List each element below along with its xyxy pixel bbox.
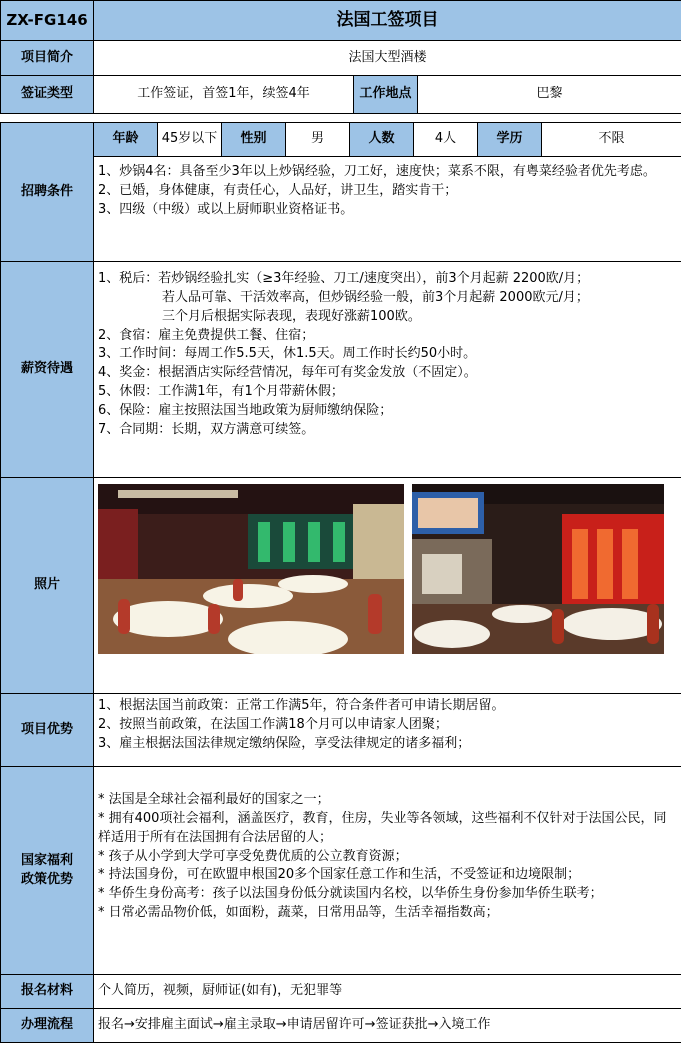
salary-line: 若人品可靠、干活效率高，但炒锅经验一般，前3个月起薪 2000欧元/月； — [162, 289, 589, 305]
salary-line: 5、休假：工作满1年，有1个月带薪休假； — [98, 384, 344, 400]
salary-label: 薪资待遇 — [1, 262, 94, 478]
process-value: 报名→安排雇主面试→雇主录取→申请居留许可→签证获批→入境工作 — [94, 1009, 681, 1043]
count-label: 人数 — [350, 123, 414, 157]
work-place-value: 巴黎 — [418, 76, 681, 114]
welfare-label — [1, 767, 94, 975]
materials-label: 报名材料 — [1, 975, 94, 1009]
advantages-label: 项目优势 — [1, 694, 94, 767]
welfare-line: * 孩子从小学到大学可享受免费优质的公立教育资源； — [98, 848, 408, 864]
visa-type-value: 工作签证，首签1年，续签4年 — [94, 76, 354, 114]
advantage-line: 2、按照当前政策，在法国工作满18个月可以申请家人团聚； — [98, 716, 448, 732]
age-value: 45岁以下 — [158, 123, 222, 157]
salary-content — [94, 262, 681, 478]
recruit-line: 3、四级（中级）或以上厨师职业资格证书。 — [98, 201, 354, 217]
edu-label: 学历 — [478, 123, 542, 157]
recruit-line: 1、炒锅4名：具备至少3年以上炒锅经验，刀工好，速度快；菜系不限，有粤菜经验者优先考虑。 — [98, 164, 656, 179]
salary-line: 三个月后根据实际表现，表现好涨薪100欧。 — [162, 308, 421, 324]
welfare-line: * 法国是全球社会福利最好的国家之一； — [98, 792, 330, 807]
salary-line: 6、保险：雇主按照法国当地政策为厨师缴纳保险； — [98, 402, 393, 418]
process-label: 办理流程 — [1, 1009, 94, 1043]
edu-value: 不限 — [542, 123, 681, 157]
welfare-line: * 华侨生身份高考：孩子以法国身份低分就读国内名校，以华侨生身份参加华侨生联考； — [98, 886, 603, 902]
salary-line: 7、合同期：长期，双方满意可续签。 — [98, 421, 315, 437]
photos-label: 照片 — [1, 478, 94, 694]
restaurant-photo-1 — [98, 484, 404, 654]
photos-cell — [94, 478, 681, 694]
salary-line: 4、奖金：根据酒店实际经营情况，每年可有奖金发放（不固定）。 — [98, 365, 477, 381]
count-value: 4人 — [414, 123, 478, 157]
welfare-line: * 日常必需品物价低，如面粉，蔬菜，日常用品等，生活幸福指数高； — [98, 905, 499, 921]
visa-type-label: 签证类型 — [1, 76, 94, 114]
welfare-line: * 持法国身份，可在欧盟申根国20多个国家任意工作和生活，不受签证和边境限制； — [98, 867, 581, 883]
recruit-label: 招聘条件 — [1, 123, 94, 262]
project-code: ZX-FG146 — [1, 1, 94, 41]
welfare-line: * 拥有400项社会福利，涵盖医疗，教育，住房，失业等各领域，这些福利不仅针对于法国公民，同样适用于所有在法国拥有合法居留的人； — [98, 810, 667, 845]
welfare-label-line1: 国家福利 — [20, 852, 73, 868]
gender-value: 男 — [286, 123, 350, 157]
salary-line: 2、食宿：雇主免费提供工餐、住宿； — [98, 327, 315, 343]
recruit-line: 2、已婚，身体健康，有责任心，人品好，讲卫生，踏实肯干； — [98, 182, 458, 198]
page-title: 法国工签项目 — [94, 1, 681, 41]
welfare-label-line2: 政策优势 — [20, 871, 73, 887]
intro-label: 项目简介 — [1, 41, 94, 76]
restaurant-photo-2 — [412, 484, 664, 654]
work-place-label: 工作地点 — [354, 76, 418, 114]
advantages-content — [94, 694, 681, 767]
salary-line: 3、工作时间：每周工作5.5天，休1.5天。周工作时长约50小时。 — [98, 346, 477, 362]
materials-value: 个人简历，视频，厨师证(如有)，无犯罪等 — [94, 975, 681, 1009]
age-label: 年龄 — [94, 123, 158, 157]
welfare-content — [94, 767, 681, 975]
gender-label: 性别 — [222, 123, 286, 157]
header-table — [0, 0, 681, 114]
salary-line: 1、税后：若炒锅经验扎实（≥3年经验、刀工/速度突出），前3个月起薪 2200欧/月； — [98, 271, 590, 286]
advantage-line: 1、根据法国当前政策：正常工作满5年，符合条件者可申请长期居留。 — [98, 698, 505, 713]
main-table — [0, 122, 681, 1043]
advantage-line: 3、雇主根据法国法律规定缴纳保险，享受法律规定的诸多福利； — [98, 735, 471, 751]
intro-value: 法国大型酒楼 — [94, 41, 681, 76]
recruit-content — [94, 157, 681, 262]
